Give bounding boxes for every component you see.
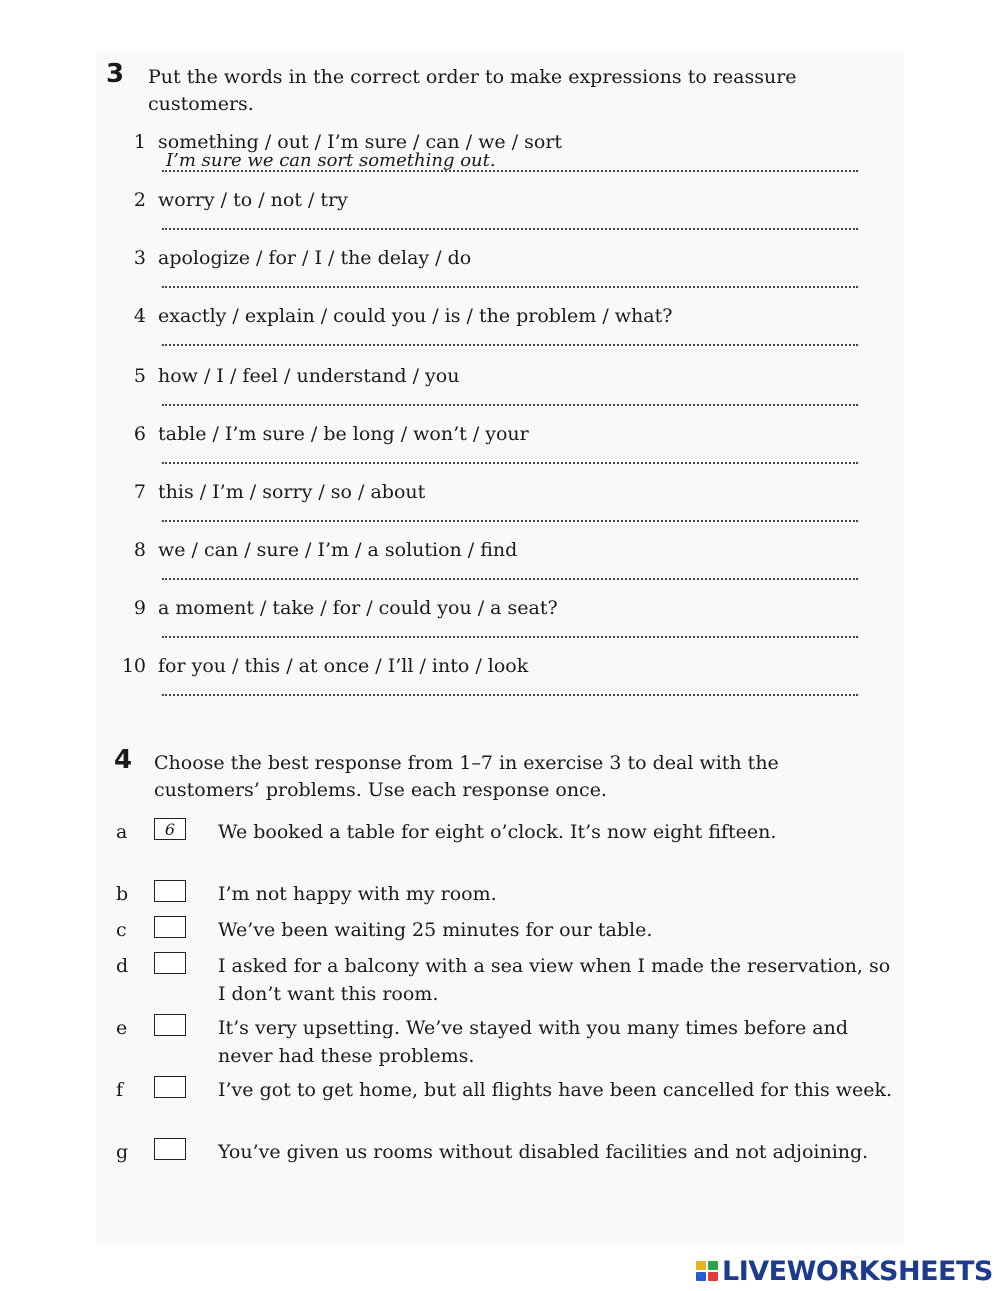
item-letter: f — [116, 1079, 124, 1101]
exercise-number: 4 — [114, 745, 133, 775]
item-letter: e — [116, 1017, 128, 1039]
answer-box[interactable] — [154, 1138, 186, 1160]
customer-problem: I’m not happy with my room. — [218, 883, 497, 905]
list-item — [110, 304, 870, 362]
liveworksheets-logo-icon — [696, 1261, 718, 1281]
item-number: 8 — [133, 539, 146, 561]
list-item — [110, 480, 870, 538]
answer-field[interactable] — [162, 324, 858, 346]
answer-box[interactable] — [154, 952, 186, 974]
answer-box[interactable] — [154, 1076, 186, 1098]
list-item — [110, 596, 870, 654]
item-number: 1 — [133, 131, 146, 153]
customer-problem: We booked a table for eight o’clock. It’s now eight fifteen. — [218, 821, 777, 843]
customer-problem: I’ve got to get home, but all flights have been cancelled for this week. — [218, 1079, 893, 1101]
answer-box[interactable] — [154, 916, 186, 938]
answer-box[interactable] — [154, 1014, 186, 1036]
word-prompt: this / I’m / sorry / so / about — [158, 481, 426, 503]
item-letter: d — [116, 955, 129, 977]
liveworksheets-logo — [696, 1256, 993, 1286]
list-item — [110, 246, 870, 304]
word-prompt: worry / to / not / try — [158, 189, 348, 211]
answer-field[interactable] — [162, 150, 858, 172]
exercise-instruction: Put the words in the correct order to make expressions to reassure customers. — [148, 66, 797, 115]
list-item — [110, 188, 870, 246]
list-item — [110, 654, 870, 712]
item-number: 9 — [133, 597, 146, 619]
exercise-number: 3 — [106, 59, 125, 89]
answer-field[interactable] — [162, 558, 858, 580]
item-letter: a — [116, 821, 128, 843]
item-number: 2 — [133, 189, 146, 211]
item-letter: g — [116, 1141, 129, 1163]
customer-problem: We’ve been waiting 25 minutes for our table. — [218, 919, 653, 941]
item-number: 5 — [133, 365, 146, 387]
answer-box[interactable] — [154, 818, 186, 840]
list-item — [110, 130, 870, 188]
word-prompt: apologize / for / I / the delay / do — [158, 247, 472, 269]
answer-field[interactable] — [162, 616, 858, 638]
word-prompt: how / I / feel / understand / you — [158, 365, 460, 387]
item-letter: b — [116, 883, 129, 905]
item-number: 4 — [133, 305, 146, 327]
item-letter: c — [116, 919, 127, 941]
answer-field[interactable] — [162, 266, 858, 288]
answer-field[interactable] — [162, 384, 858, 406]
word-prompt: something / out / I’m sure / can / we / sort — [158, 131, 563, 153]
logo-text: LIVEWORKSHEETS — [722, 1255, 993, 1287]
item-number: 10 — [121, 655, 146, 677]
answer-box[interactable] — [154, 880, 186, 902]
word-prompt: for you / this / at once / I’ll / into / look — [158, 655, 529, 677]
answer-field[interactable] — [162, 442, 858, 464]
exercise-instruction: Choose the best response from 1–7 in exercise 3 to deal with the customers’ problems. Use each response once. — [154, 752, 779, 801]
list-item — [110, 364, 870, 422]
answer-field[interactable] — [162, 208, 858, 230]
word-prompt: table / I’m sure / be long / won’t / your — [158, 423, 529, 445]
list-item — [110, 422, 870, 480]
customer-problem: You’ve given us rooms without disabled facilities and not adjoining. — [218, 1141, 869, 1163]
word-prompt: exactly / explain / could you / is / the problem / what? — [158, 305, 673, 327]
list-item — [110, 538, 870, 596]
item-number: 3 — [133, 247, 146, 269]
customer-problem: It’s very upsetting. We’ve stayed with you many times before and never had these problems. — [218, 1017, 848, 1067]
word-prompt: we / can / sure / I’m / a solution / find — [158, 539, 518, 561]
word-prompt: a moment / take / for / could you / a seat? — [158, 597, 558, 619]
customer-problem: I asked for a balcony with a sea view when I made the reservation, so I don’t want this room. — [218, 955, 891, 1005]
answer-field[interactable] — [162, 674, 858, 696]
answer-field[interactable] — [162, 500, 858, 522]
item-number: 7 — [133, 481, 146, 503]
item-number: 6 — [133, 423, 146, 445]
